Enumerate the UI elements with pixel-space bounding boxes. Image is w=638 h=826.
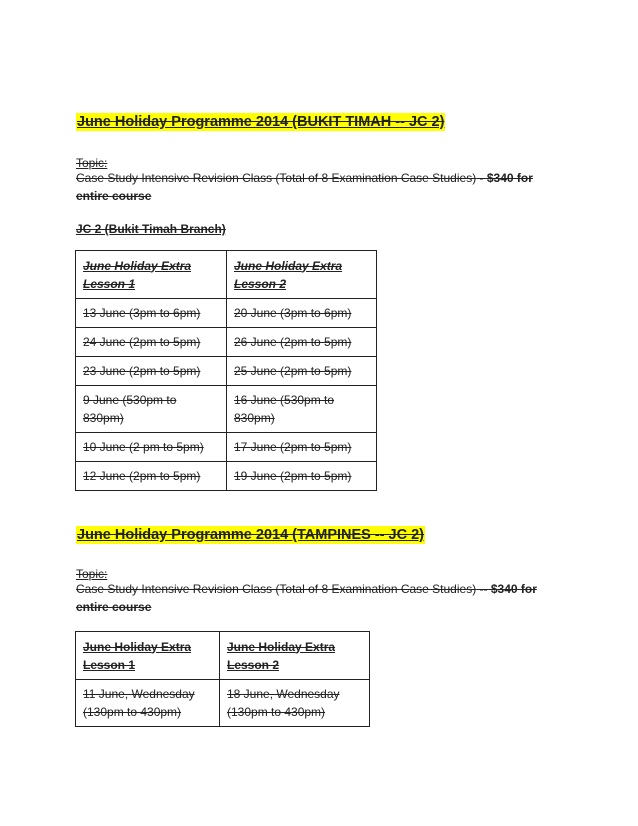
table-cell: 19 June (2pm to 5pm): [227, 462, 377, 491]
section1-price-text: - $340 for entire course: [76, 171, 533, 203]
table-header-cell: June Holiday Extra Lesson 1: [76, 632, 220, 680]
table-header-row: [76, 632, 370, 680]
table-cell: 25 June (2pm to 5pm): [227, 357, 377, 386]
section2-heading: June Holiday Programme 2014 (TAMPINES -- JC 2): [77, 527, 425, 543]
table-cell: 20 June (3pm to 6pm): [227, 299, 377, 328]
table-cell: 10 June (2 pm to 5pm): [76, 433, 227, 462]
table-cell: 12 June (2pm to 5pm): [76, 462, 227, 491]
table-cell: 9 June (530pm to 830pm): [76, 386, 227, 433]
table-row: [76, 299, 377, 328]
section1-heading: June Holiday Programme 2014 (BUKIT TIMAH -- JC 2): [77, 114, 445, 130]
table-cell: 11 June, Wednesday (130pm to 430pm): [76, 680, 220, 727]
section2-schedule-table: [75, 631, 370, 727]
table-cell: 16 June (530pm to 830pm): [227, 386, 377, 433]
section1-topic-text: Case Study Intensive Revision Class (Total of 8 Examination Case Studies): [76, 171, 477, 185]
table-header-row: [76, 251, 377, 299]
table-row: [76, 680, 370, 727]
table-header-cell: June Holiday Extra Lesson 2: [220, 632, 370, 680]
table-cell: 17 June (2pm to 5pm): [227, 433, 377, 462]
table-row: [76, 386, 377, 433]
table-cell: 23 June (2pm to 5pm): [76, 357, 227, 386]
section2-topic-description: [76, 580, 566, 616]
section2-topic-label: Topic:: [76, 567, 108, 581]
section1-branch-title: JC 2 (Bukit Timah Branch): [76, 222, 226, 236]
table-header-cell: June Holiday Extra Lesson 1: [76, 251, 227, 299]
section1-topic-description: [76, 169, 566, 205]
section2-topic-text: Case Study Intensive Revision Class (Total of 8 Examination Case Studies): [76, 582, 477, 596]
table-row: [76, 462, 377, 491]
table-row: [76, 357, 377, 386]
table-cell: 13 June (3pm to 6pm): [76, 299, 227, 328]
section2-price-text: -- $340 for entire course: [76, 582, 537, 614]
table-cell: 24 June (2pm to 5pm): [76, 328, 227, 357]
table-header-cell: June Holiday Extra Lesson 2: [227, 251, 377, 299]
table-row: [76, 433, 377, 462]
table-row: [76, 328, 377, 357]
section1-schedule-table: [75, 250, 377, 491]
table-cell: 18 June, Wednesday (130pm to 430pm): [220, 680, 370, 727]
section1-topic-label: Topic:: [76, 156, 108, 170]
table-cell: 26 June (2pm to 5pm): [227, 328, 377, 357]
